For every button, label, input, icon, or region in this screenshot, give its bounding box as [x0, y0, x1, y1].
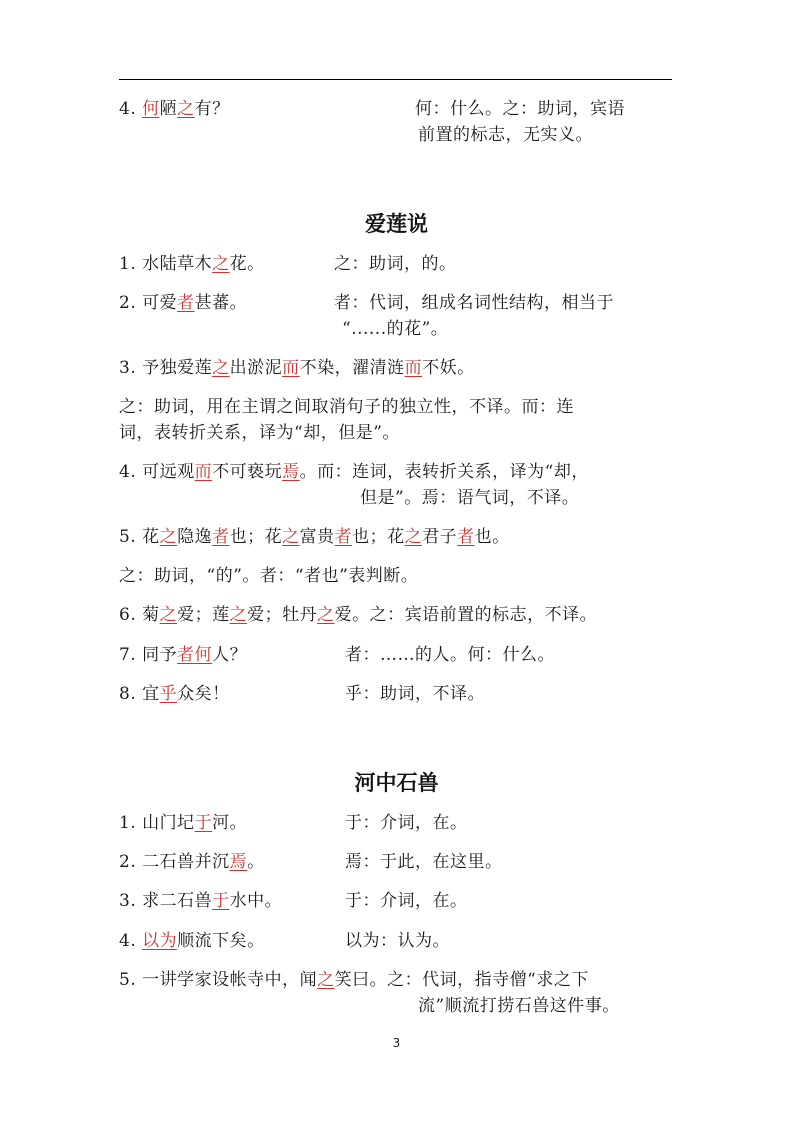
highlighted-word: 者	[334, 527, 353, 547]
item-number: 4.	[119, 931, 143, 951]
sentence-text: 众矣！	[177, 684, 230, 704]
highlighted-word: 之	[282, 527, 300, 547]
sentence-text: 爱；牡丹	[247, 605, 318, 625]
section-title-hezhongshishou: 河中石兽	[354, 771, 439, 795]
sentence-text: 也；花	[352, 527, 405, 547]
sentence-text: 有？	[194, 99, 230, 119]
highlighted-word: 而	[282, 358, 300, 378]
ailian-item-5-note: 之：助词，“的”。者：“者也”表判断。	[119, 566, 419, 586]
ailian-item-2	[119, 292, 247, 314]
ailian-item-2-note-cont: “......的花”。	[342, 319, 449, 339]
highlighted-word: 之	[404, 527, 423, 547]
sentence-text: 菊	[142, 605, 160, 625]
ailian-item-4-note-cont: 但是”。焉：语气词，不译。	[360, 488, 580, 508]
highlighted-word: 之	[212, 358, 230, 378]
sentence-text: 爱。之：宾语前置的标志，不译。	[334, 605, 598, 625]
prev-item-4	[119, 98, 230, 120]
sentence-text: 花。	[229, 254, 265, 274]
ailian-item-5	[119, 526, 510, 548]
highlighted-word: 乎	[159, 684, 178, 704]
shishou-item-1	[119, 812, 247, 834]
sentence-text: 予独爱莲	[142, 358, 213, 378]
ailian-item-4	[119, 461, 589, 483]
shishou-item-4	[119, 930, 265, 952]
sentence-text: 人？	[212, 645, 248, 665]
page-number: 3	[392, 1036, 401, 1050]
shishou-item-2	[119, 851, 265, 873]
shishou-item-2-note: 焉：于此，在这里。	[345, 852, 503, 872]
highlighted-word: 之	[317, 605, 335, 625]
ailian-item-3	[119, 357, 475, 379]
sentence-text: 。	[247, 852, 265, 872]
highlighted-word: 于	[194, 813, 213, 833]
ailian-item-8-note: 乎：助词，不译。	[345, 684, 485, 704]
sentence-text: 同予	[142, 645, 178, 665]
sentence-text: 顺流下矣。	[177, 931, 265, 951]
sentence-text: 可远观	[142, 462, 195, 482]
sentence-text: 笑曰。之：代词，指寺僧“求之下	[334, 970, 589, 990]
item-number: 8.	[119, 684, 143, 704]
ailian-item-1	[119, 253, 265, 275]
highlighted-word: 何	[142, 99, 160, 119]
ailian-item-6	[119, 604, 597, 626]
sentence-text: 陋	[159, 99, 178, 119]
item-number: 4.	[119, 99, 143, 119]
sentence-text: 也。	[474, 527, 510, 547]
shishou-item-5-note-cont: 流”顺流打捞石兽这件事。	[418, 996, 620, 1016]
ailian-item-1-note: 之：助词，的。	[334, 254, 457, 274]
highlighted-word: 之	[212, 254, 230, 274]
item-number: 2.	[119, 852, 143, 872]
highlighted-word: 者	[457, 527, 475, 547]
sentence-text: 二石兽并沉	[142, 852, 230, 872]
sentence-text: 花	[142, 527, 160, 547]
ailian-item-3-note-cont: 词，表转折关系，译为“却，但是”。	[119, 423, 400, 443]
section-title-ailianshuo: 爱莲说	[365, 212, 428, 236]
prev-item-4-note: 何：什么。之：助词，宾语	[415, 99, 625, 119]
highlighted-word: 而	[194, 462, 213, 482]
item-number: 3.	[119, 891, 143, 911]
sentence-text: 不染，濯清涟	[299, 358, 405, 378]
sentence-text: 水陆草木	[142, 254, 213, 274]
item-number: 7.	[119, 645, 143, 665]
sentence-text: 可爱	[142, 293, 178, 313]
sentence-text: 爱；莲	[177, 605, 230, 625]
highlighted-word: 者何	[177, 645, 213, 665]
sentence-text: 也；花	[229, 527, 283, 547]
ailian-item-2-note: 者：代词，组成名词性结构，相当于	[334, 293, 614, 313]
highlighted-word: 之	[317, 970, 335, 990]
highlighted-word: 以为	[142, 931, 178, 951]
ailian-item-3-note: 之：助词，用在主谓之间取消句子的独立性，不译。而：连	[119, 397, 574, 417]
sentence-text: 河。	[212, 813, 248, 833]
sentence-text: 君子	[422, 527, 458, 547]
item-number: 4.	[119, 462, 143, 482]
ailian-item-7	[119, 644, 247, 666]
highlighted-word: 焉	[229, 852, 248, 872]
item-number: 2.	[119, 293, 143, 313]
sentence-text: 不可亵玩	[212, 462, 283, 482]
highlighted-word: 焉	[282, 462, 300, 482]
ailian-item-8	[119, 683, 230, 705]
item-number: 6.	[119, 605, 143, 625]
sentence-text: 富贵	[299, 527, 335, 547]
item-number: 5.	[119, 527, 143, 547]
highlighted-word: 之	[159, 527, 178, 547]
shishou-item-3	[119, 890, 282, 912]
item-number: 1.	[119, 254, 143, 274]
sentence-text: 不妖。	[422, 358, 475, 378]
prev-item-4-note-cont: 前置的标志，无实义。	[418, 125, 593, 145]
ailian-item-7-note: 者：……的人。何：什么。	[345, 645, 555, 665]
sentence-text: 出淤泥	[229, 358, 283, 378]
item-number: 1.	[119, 813, 143, 833]
shishou-item-3-note: 于：介词，在。	[345, 891, 468, 911]
sentence-text: 甚蕃。	[194, 293, 248, 313]
sentence-text: 。而：连词，表转折关系，译为“却，	[299, 462, 589, 482]
highlighted-word: 之	[229, 605, 248, 625]
highlighted-word: 者	[177, 293, 195, 313]
sentence-text: 宜	[142, 684, 160, 704]
highlighted-word: 之	[159, 605, 178, 625]
highlighted-word: 于	[212, 891, 230, 911]
sentence-text: 隐逸	[177, 527, 213, 547]
sentence-text: 求二石兽	[142, 891, 213, 911]
highlighted-word: 而	[404, 358, 423, 378]
item-number: 5.	[119, 970, 143, 990]
item-number: 3.	[119, 358, 143, 378]
sentence-text: 一讲学家设帐寺中，闻	[142, 970, 318, 990]
highlighted-word: 之	[177, 99, 195, 119]
header-rule	[119, 79, 672, 80]
highlighted-word: 者	[212, 527, 230, 547]
shishou-item-4-note: 以为：认为。	[345, 931, 450, 951]
sentence-text: 水中。	[229, 891, 283, 911]
shishou-item-1-note: 于：介词，在。	[345, 813, 468, 833]
shishou-item-5	[119, 969, 589, 991]
sentence-text: 山门圮	[142, 813, 195, 833]
